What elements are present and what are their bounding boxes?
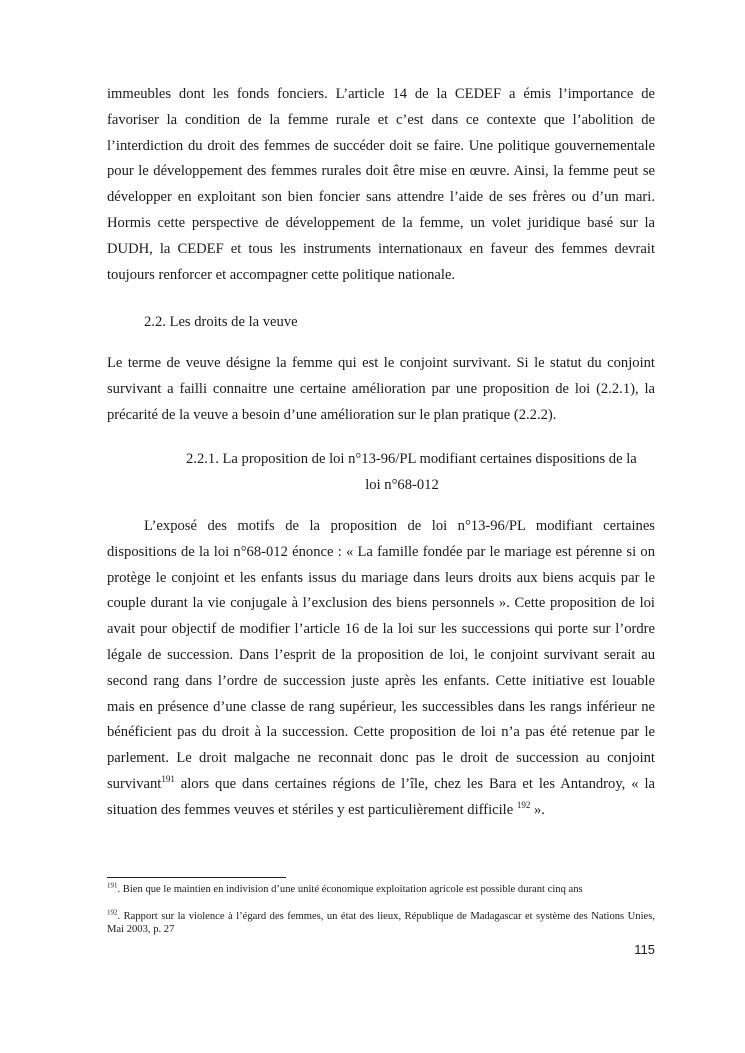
footnote-192	[107, 908, 655, 937]
paragraph-law-proposal	[107, 514, 655, 824]
paragraph-law-proposal-text: L’exposé des motifs de la proposition de loi n°13-96/PL modifiant certaines dispositions de la loi n°68-012 énonce : « La famille fondée par le mariage est pérenne si on protège le conjoint et les enfants issus du mariage dans leurs droits aux biens acquis par le couple durant la vie conjugale à l’exclusion des biens personnels ». Cette proposition de loi avait pour objectif de modifier l’article 16 de la loi sur les successions qui porte sur l’ordre légale de succession. Dans l’esprit de la proposition de loi, le conjoint survivant serait au second rang dans l’ordre de succession juste après les enfants. Cette initiative est louable mais en présence d’une classe de rang supérieur, les successibles dans les rangs inférieur ne bénéficient pas du droit à la succession. Cette proposition de loi n’a pas été retenue par le parlement. Le droit malgache ne reconnait donc pas le droit de succession au conjoint survivant	[107, 518, 655, 792]
footnote-text: . Bien que le maintien en indivision d’une unité économique exploitation agricole est possible durant cinq ans	[117, 884, 583, 895]
footnote-ref-191[interactable]: 191	[161, 774, 175, 785]
paragraph-rural-women: immeubles dont les fonds fonciers. L’article 14 de la CEDEF a émis l’importance de favoriser la condition de la femme rurale et c’est dans ce contexte que l’abolition de l’interdiction du droit des femmes de succéder doit se faire. Une politique gouvernementale pour le développement des femmes rurales doit être mise en œuvre. Ainsi, la femme peut se développer en exploitant son bien foncier sans attendre l’aide de ses frères ou d’un mari. Hormis cette perspective de développement de la femme, un volet juridique basé sur la DUDH, la CEDEF et tous les instruments internationaux en faveur des femmes devrait toujours renforcer et accompagner cette politique nationale.	[107, 86, 655, 283]
page-number: 115	[634, 942, 655, 957]
footnote-text: . Rapport sur la violence à l’égard des femmes, un état des lieux, République de Madagascar et système des Nations Unies, Mai 2003, p. 27	[107, 911, 655, 935]
section-heading-2-2: 2.2. Les droits de la veuve	[144, 314, 298, 330]
paragraph-widow-definition: Le terme de veuve désigne la femme qui est le conjoint survivant. Si le statut du conjoint survivant a failli connaitre une certaine amélioration par une proposition de loi (2.2.1), la précarité de la veuve a besoin d’une amélioration sur le plan pratique (2.2.2).	[107, 355, 655, 423]
footnote-separator	[107, 877, 286, 878]
paragraph-law-proposal-text-2: alors que dans certaines régions de l’île, chez les Bara et les Antandroy, « la situation des femmes veuves et stériles y est particulièrement difficile	[107, 775, 655, 818]
footnote-191	[107, 881, 655, 897]
subsection-heading-2-2-1-line1: 2.2.1. La proposition de loi n°13-96/PL modifiant certaines dispositions de la	[186, 451, 637, 467]
footnote-number: 192	[107, 908, 118, 917]
subsection-heading-2-2-1-line2: loi n°68-012	[365, 477, 439, 493]
footnote-ref-192[interactable]: 192	[516, 799, 531, 810]
paragraph-law-proposal-text-3: ».	[530, 801, 545, 818]
footnote-number: 191	[107, 881, 118, 890]
